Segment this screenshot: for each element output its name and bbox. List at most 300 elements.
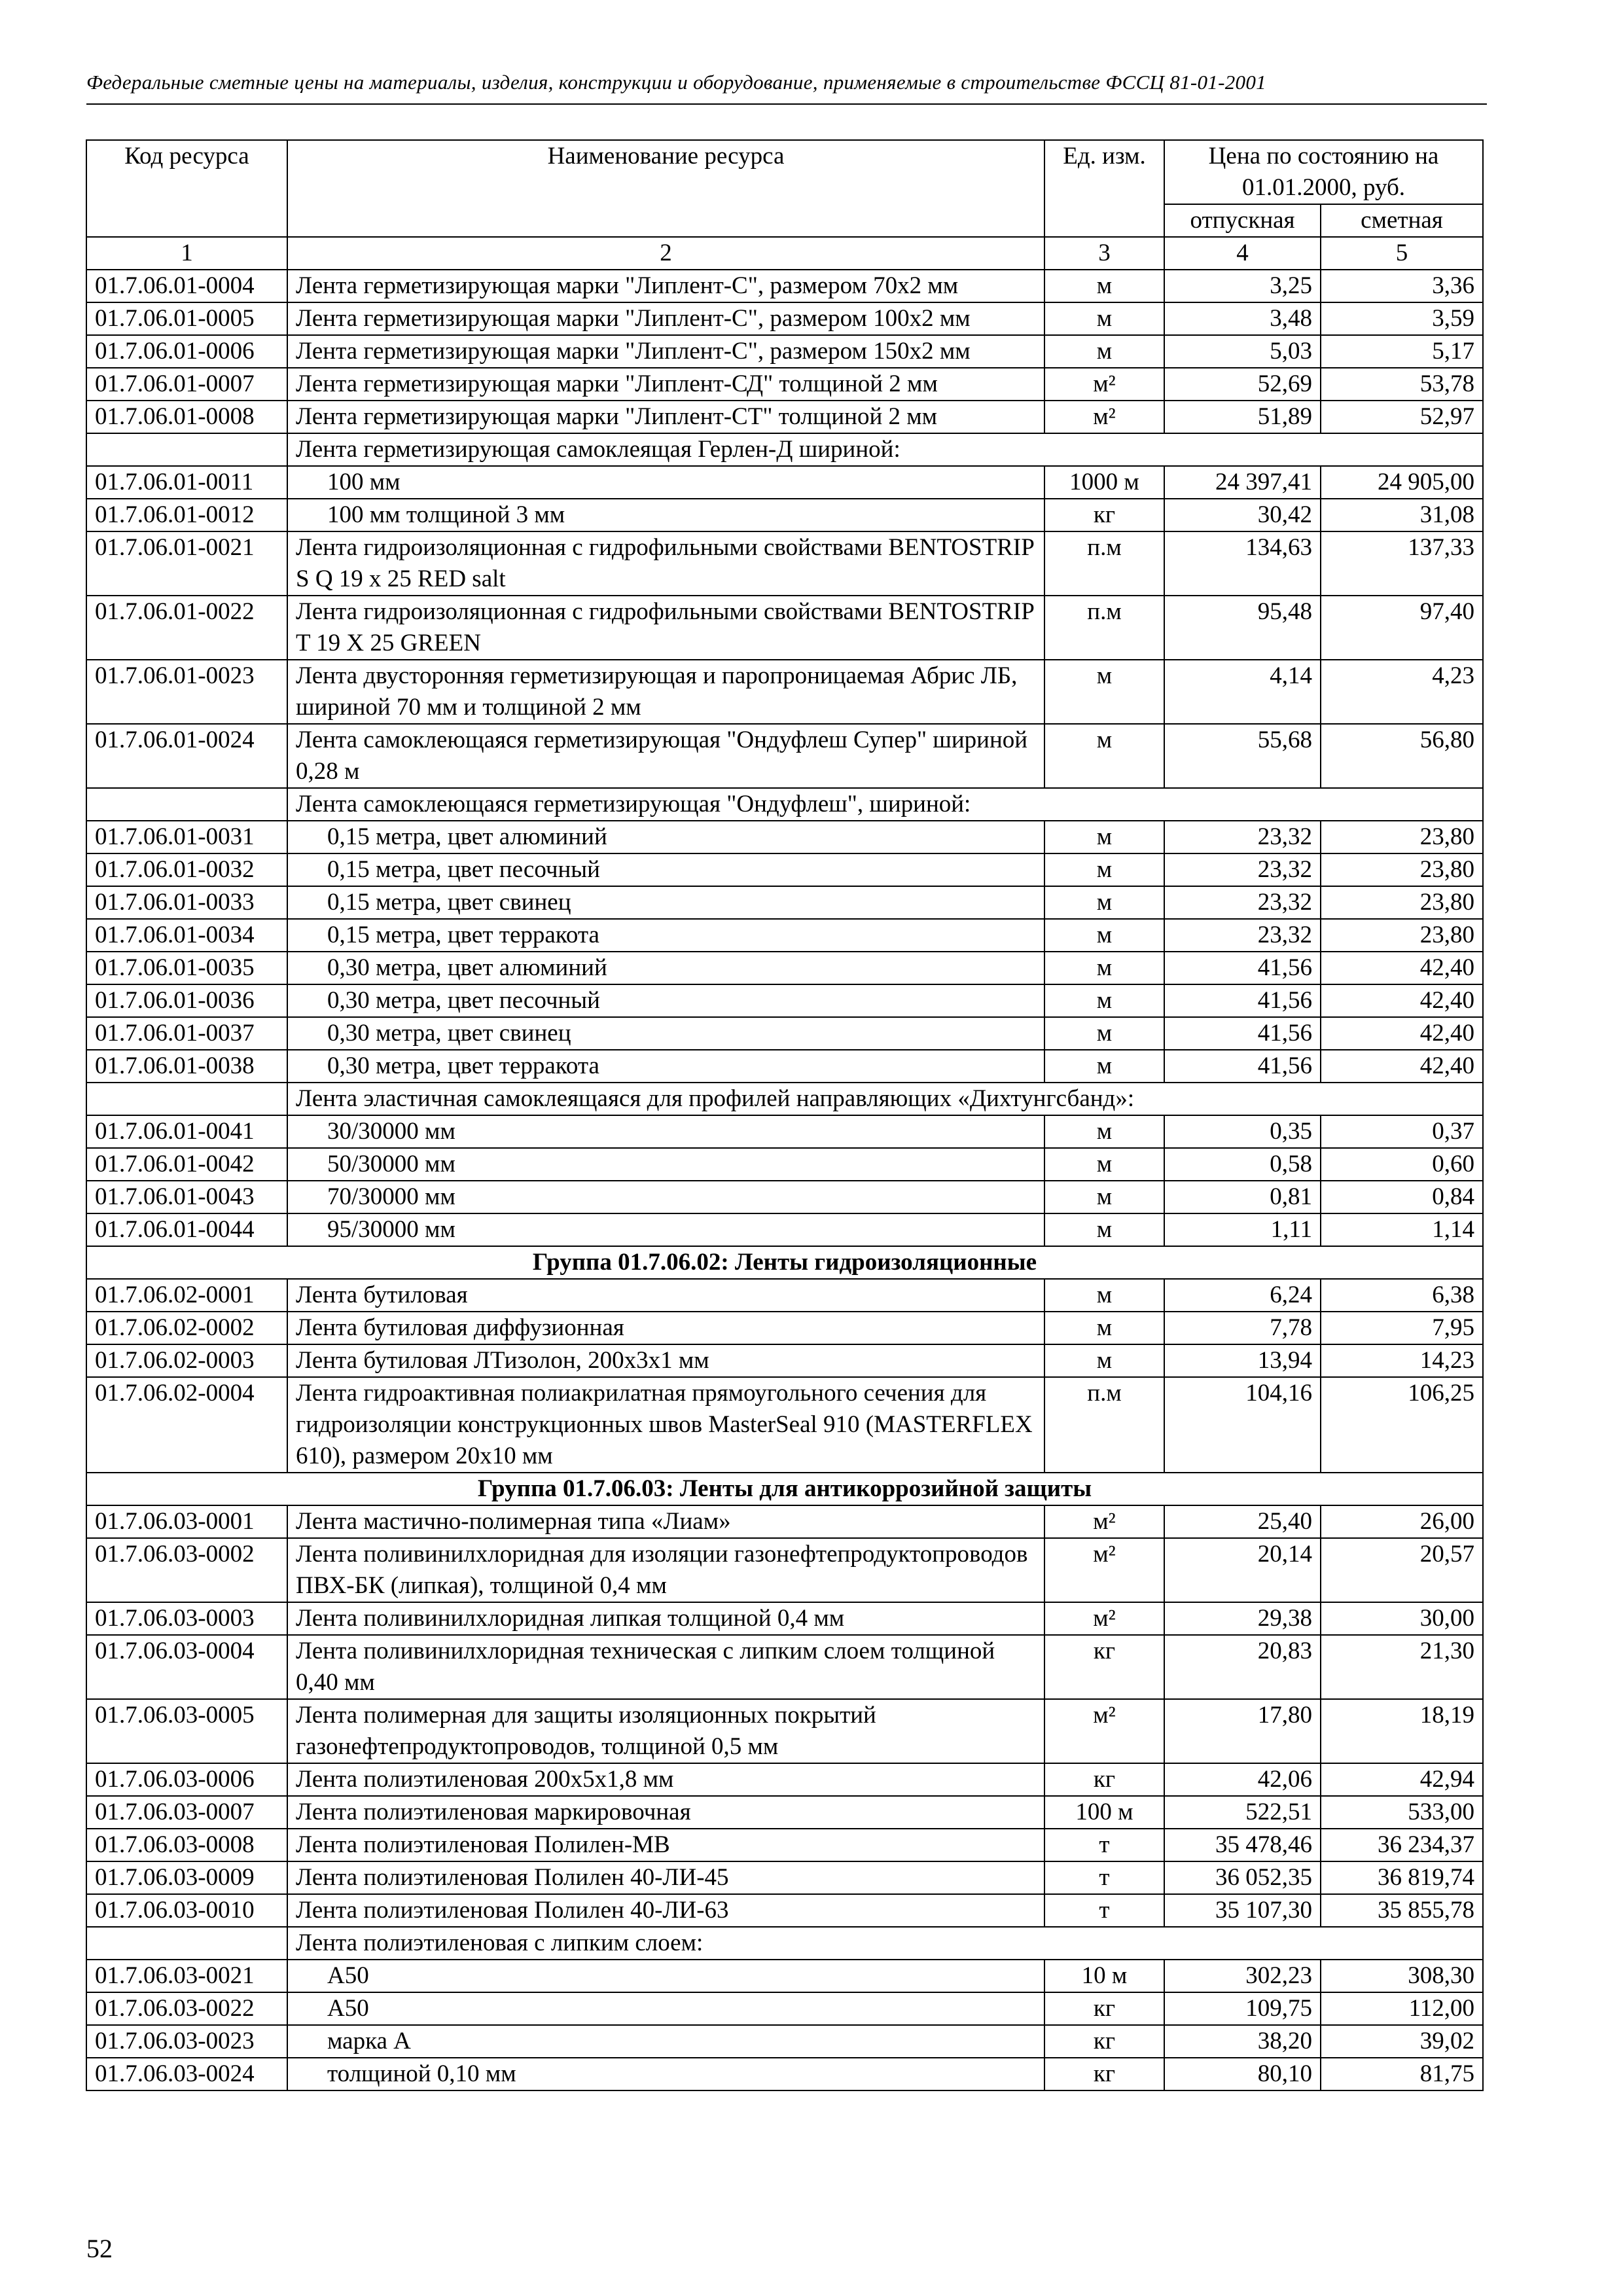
- resource-name: Лента гидроизоляционная с гидрофильными свойствами BENTOSTRIP S Q 19 х 25 RED salt: [296, 534, 1034, 592]
- resource-code: 01.7.06.03-0008: [86, 1829, 287, 1861]
- resource-code: 01.7.06.03-0010: [86, 1894, 287, 1927]
- resource-code: 01.7.06.03-0001: [86, 1505, 287, 1538]
- empty-cell: [86, 1927, 287, 1960]
- price-estimate: 20,57: [1321, 1538, 1483, 1602]
- column-number: 3: [1044, 237, 1164, 270]
- resource-name-cell: [287, 1213, 1044, 1246]
- resource-name: Лента полиэтиленовая 200х5х1,8 мм: [296, 1766, 674, 1793]
- group-row: [86, 1473, 1483, 1505]
- resource-name: 100 мм толщиной 3 мм: [327, 501, 565, 528]
- subheading: Лента полиэтиленовая с липким слоем:: [287, 1927, 1483, 1960]
- price-estimate: 18,19: [1321, 1699, 1483, 1763]
- resource-name: Лента гидроизоляционная с гидрофильными свойствами BENTOSTRIP T 19 X 25 GREEN: [296, 598, 1034, 656]
- table-row: [86, 1279, 1483, 1312]
- subheading: Лента эластичная самоклеящаяся для профилей направляющих «Дихтунгсбанд»:: [287, 1083, 1483, 1115]
- price-estimate: 1,14: [1321, 1213, 1483, 1246]
- resource-name: Лента герметизирующая марки "Липлент-СД" толщиной 2 мм: [296, 370, 938, 397]
- price-estimate: 0,84: [1321, 1181, 1483, 1213]
- price-release: 95,48: [1164, 596, 1321, 660]
- resource-code: 01.7.06.02-0004: [86, 1377, 287, 1473]
- resource-name-cell: [287, 853, 1044, 886]
- resource-name-cell: [287, 1538, 1044, 1602]
- table-row: [86, 401, 1483, 433]
- price-release: 104,16: [1164, 1377, 1321, 1473]
- price-estimate: 39,02: [1321, 2025, 1483, 2058]
- price-estimate: 30,00: [1321, 1602, 1483, 1635]
- table-row: [86, 1181, 1483, 1213]
- resource-name: Лента бутиловая диффузионная: [296, 1314, 624, 1341]
- resource-name: 100 мм: [327, 469, 401, 495]
- price-estimate: 42,94: [1321, 1763, 1483, 1796]
- price-estimate: 35 855,78: [1321, 1894, 1483, 1927]
- price-estimate: 3,36: [1321, 270, 1483, 302]
- table-row: [86, 531, 1483, 596]
- resource-name-cell: [287, 1894, 1044, 1927]
- resource-code: 01.7.06.01-0038: [86, 1050, 287, 1083]
- table-row: [86, 335, 1483, 368]
- resource-code: 01.7.06.01-0007: [86, 368, 287, 401]
- resource-code: 01.7.06.03-0002: [86, 1538, 287, 1602]
- price-release: 17,80: [1164, 1699, 1321, 1763]
- header-price-title: Цена по состоянию на 01.01.2000, руб.: [1164, 140, 1483, 204]
- price-table: [86, 139, 1484, 2091]
- price-release: 3,25: [1164, 270, 1321, 302]
- price-estimate: 56,80: [1321, 724, 1483, 788]
- resource-name-cell: [287, 724, 1044, 788]
- table-row: [86, 1699, 1483, 1763]
- subheading: Лента самоклеющаяся герметизирующая "Ондуфлеш", шириной:: [287, 788, 1483, 821]
- resource-name-cell: [287, 984, 1044, 1017]
- header-price-estimate: сметная: [1321, 204, 1483, 237]
- empty-cell: [86, 788, 287, 821]
- table-row: [86, 919, 1483, 952]
- empty-cell: [86, 1083, 287, 1115]
- resource-code: 01.7.06.01-0031: [86, 821, 287, 853]
- resource-name-cell: [287, 302, 1044, 335]
- resource-name-cell: [287, 1148, 1044, 1181]
- resource-name-cell: [287, 499, 1044, 531]
- price-release: 29,38: [1164, 1602, 1321, 1635]
- subheading: Лента герметизирующая самоклеящая Герлен-Д шириной:: [287, 433, 1483, 466]
- unit: м: [1044, 1344, 1164, 1377]
- price-release: 6,24: [1164, 1279, 1321, 1312]
- header-rule: [86, 103, 1487, 105]
- resource-name: Лента бутиловая ЛТизолон, 200х3х1 мм: [296, 1347, 709, 1374]
- price-estimate: 21,30: [1321, 1635, 1483, 1699]
- price-release: 23,32: [1164, 821, 1321, 853]
- resource-name-cell: [287, 886, 1044, 919]
- resource-name: Лента герметизирующая марки "Липлент-С", размером 70х2 мм: [296, 272, 959, 299]
- unit: кг: [1044, 499, 1164, 531]
- resource-name-cell: [287, 531, 1044, 596]
- price-release: 109,75: [1164, 1992, 1321, 2025]
- price-release: 522,51: [1164, 1796, 1321, 1829]
- price-estimate: 0,37: [1321, 1115, 1483, 1148]
- resource-name-cell: [287, 1115, 1044, 1148]
- resource-name-cell: [287, 466, 1044, 499]
- table-row: [86, 1213, 1483, 1246]
- table-row: [86, 2025, 1483, 2058]
- price-estimate: 5,17: [1321, 335, 1483, 368]
- resource-name-cell: [287, 1763, 1044, 1796]
- unit: т: [1044, 1861, 1164, 1894]
- price-release: 25,40: [1164, 1505, 1321, 1538]
- price-estimate: 23,80: [1321, 886, 1483, 919]
- table-row: [86, 660, 1483, 724]
- table-row: [86, 1115, 1483, 1148]
- unit: м: [1044, 1279, 1164, 1312]
- table-row: [86, 1505, 1483, 1538]
- price-release: 41,56: [1164, 952, 1321, 984]
- unit: 1000 м: [1044, 466, 1164, 499]
- price-estimate: 23,80: [1321, 853, 1483, 886]
- unit: кг: [1044, 2025, 1164, 2058]
- price-estimate: 42,40: [1321, 952, 1483, 984]
- resource-name: Лента бутиловая: [296, 1282, 468, 1308]
- resource-code: 01.7.06.01-0036: [86, 984, 287, 1017]
- resource-code: 01.7.06.03-0007: [86, 1796, 287, 1829]
- table-row: [86, 2058, 1483, 2090]
- unit: кг: [1044, 1763, 1164, 1796]
- resource-code: 01.7.06.01-0011: [86, 466, 287, 499]
- price-estimate: 36 819,74: [1321, 1861, 1483, 1894]
- resource-name-cell: [287, 1635, 1044, 1699]
- resource-code: 01.7.06.01-0043: [86, 1181, 287, 1213]
- price-estimate: 53,78: [1321, 368, 1483, 401]
- resource-name-cell: [287, 1960, 1044, 1992]
- price-release: 55,68: [1164, 724, 1321, 788]
- resource-code: 01.7.06.03-0021: [86, 1960, 287, 1992]
- resource-name: Лента герметизирующая марки "Липлент-СТ" толщиной 2 мм: [296, 403, 938, 430]
- price-estimate: 26,00: [1321, 1505, 1483, 1538]
- price-release: 1,11: [1164, 1213, 1321, 1246]
- resource-name: Лента полиэтиленовая Полилен 40-ЛИ-45: [296, 1864, 729, 1891]
- resource-name-cell: [287, 1829, 1044, 1861]
- price-release: 0,81: [1164, 1181, 1321, 1213]
- resource-name: Лента полимерная для защиты изоляционных покрытий газонефтепродуктопроводов, толщиной 0,5 мм: [296, 1702, 876, 1760]
- subheading-row: [86, 1927, 1483, 1960]
- resource-name-cell: [287, 660, 1044, 724]
- price-release: 23,32: [1164, 853, 1321, 886]
- price-estimate: 106,25: [1321, 1377, 1483, 1473]
- resource-name-cell: [287, 270, 1044, 302]
- price-release: 20,14: [1164, 1538, 1321, 1602]
- header-name: Наименование ресурса: [287, 140, 1044, 237]
- price-estimate: 7,95: [1321, 1312, 1483, 1344]
- resource-name-cell: [287, 1312, 1044, 1344]
- resource-name-cell: [287, 952, 1044, 984]
- resource-code: 01.7.06.01-0042: [86, 1148, 287, 1181]
- table-row: [86, 1992, 1483, 2025]
- group-heading: Группа 01.7.06.03: Ленты для антикоррозийной защиты: [86, 1473, 1483, 1505]
- resource-name: 0,15 метра, цвет песочный: [327, 856, 600, 883]
- price-release: 3,48: [1164, 302, 1321, 335]
- price-estimate: 24 905,00: [1321, 466, 1483, 499]
- unit: м²: [1044, 368, 1164, 401]
- resource-code: 01.7.06.01-0041: [86, 1115, 287, 1148]
- page-number: 52: [86, 2234, 113, 2263]
- resource-name: Лента герметизирующая марки "Липлент-С", размером 100х2 мм: [296, 305, 971, 332]
- table-row: [86, 1796, 1483, 1829]
- resource-code: 01.7.06.01-0035: [86, 952, 287, 984]
- table-row: [86, 368, 1483, 401]
- resource-code: 01.7.06.01-0037: [86, 1017, 287, 1050]
- resource-code: 01.7.06.02-0003: [86, 1344, 287, 1377]
- resource-name-cell: [287, 1699, 1044, 1763]
- group-row: [86, 1246, 1483, 1279]
- resource-name-cell: [287, 1279, 1044, 1312]
- price-release: 134,63: [1164, 531, 1321, 596]
- resource-code: 01.7.06.03-0023: [86, 2025, 287, 2058]
- unit: м: [1044, 853, 1164, 886]
- price-release: 41,56: [1164, 1017, 1321, 1050]
- unit: м: [1044, 984, 1164, 1017]
- unit: м: [1044, 1050, 1164, 1083]
- price-estimate: 97,40: [1321, 596, 1483, 660]
- price-estimate: 52,97: [1321, 401, 1483, 433]
- subheading-row: [86, 433, 1483, 466]
- price-release: 13,94: [1164, 1344, 1321, 1377]
- resource-name: Лента полиэтиленовая маркировочная: [296, 1799, 691, 1825]
- resource-name-cell: [287, 2025, 1044, 2058]
- resource-code: 01.7.06.01-0023: [86, 660, 287, 724]
- unit: м: [1044, 919, 1164, 952]
- resource-name: 0,30 метра, цвет свинец: [327, 1020, 571, 1047]
- resource-code: 01.7.06.03-0009: [86, 1861, 287, 1894]
- unit: м: [1044, 1115, 1164, 1148]
- unit: м²: [1044, 1602, 1164, 1635]
- price-release: 35 478,46: [1164, 1829, 1321, 1861]
- table-row: [86, 886, 1483, 919]
- resource-code: 01.7.06.01-0012: [86, 499, 287, 531]
- resource-name: 0,30 метра, цвет песочный: [327, 987, 600, 1014]
- price-estimate: 36 234,37: [1321, 1829, 1483, 1861]
- unit: 100 м: [1044, 1796, 1164, 1829]
- resource-name: 50/30000 мм: [327, 1151, 455, 1177]
- table-row: [86, 1960, 1483, 1992]
- resource-name: 0,15 метра, цвет терракота: [327, 922, 599, 948]
- price-estimate: 3,59: [1321, 302, 1483, 335]
- price-release: 0,58: [1164, 1148, 1321, 1181]
- unit: м: [1044, 660, 1164, 724]
- column-number: 5: [1321, 237, 1483, 270]
- table-row: [86, 1538, 1483, 1602]
- column-number: 1: [86, 237, 287, 270]
- resource-code: 01.7.06.01-0008: [86, 401, 287, 433]
- unit: м: [1044, 886, 1164, 919]
- resource-name: Лента полиэтиленовая Полилен 40-ЛИ-63: [296, 1897, 729, 1924]
- price-release: 0,35: [1164, 1115, 1321, 1148]
- table-row: [86, 724, 1483, 788]
- price-estimate: 0,60: [1321, 1148, 1483, 1181]
- column-number: 4: [1164, 237, 1321, 270]
- table-row: [86, 499, 1483, 531]
- price-release: 35 107,30: [1164, 1894, 1321, 1927]
- price-release: 52,69: [1164, 368, 1321, 401]
- table-row: [86, 821, 1483, 853]
- header-unit: Ед. изм.: [1044, 140, 1164, 237]
- unit: м²: [1044, 401, 1164, 433]
- resource-code: 01.7.06.01-0022: [86, 596, 287, 660]
- price-estimate: 23,80: [1321, 821, 1483, 853]
- price-estimate: 42,40: [1321, 984, 1483, 1017]
- price-release: 7,78: [1164, 1312, 1321, 1344]
- table-row: [86, 984, 1483, 1017]
- resource-name: 0,30 метра, цвет терракота: [327, 1052, 599, 1079]
- group-heading: Группа 01.7.06.02: Ленты гидроизоляционные: [86, 1246, 1483, 1279]
- price-release: 23,32: [1164, 886, 1321, 919]
- unit: м: [1044, 821, 1164, 853]
- unit: м: [1044, 302, 1164, 335]
- resource-name-cell: [287, 919, 1044, 952]
- price-estimate: 533,00: [1321, 1796, 1483, 1829]
- resource-name: Лента поливинилхлоридная для изоляции газонефтепродуктопроводов ПВХ-БК (липкая), толщиной 0,4 мм: [296, 1541, 1028, 1599]
- price-release: 30,42: [1164, 499, 1321, 531]
- resource-name: Лента герметизирующая марки "Липлент-С", размером 150х2 мм: [296, 338, 971, 365]
- empty-cell: [86, 433, 287, 466]
- resource-name-cell: [287, 1861, 1044, 1894]
- resource-name: Лента поливинилхлоридная липкая толщиной 0,4 мм: [296, 1605, 845, 1632]
- resource-code: 01.7.06.01-0032: [86, 853, 287, 886]
- resource-name-cell: [287, 1344, 1044, 1377]
- resource-name: А50: [327, 1962, 369, 1989]
- unit: кг: [1044, 1635, 1164, 1699]
- table-row: [86, 952, 1483, 984]
- unit: м: [1044, 1017, 1164, 1050]
- running-header: Федеральные сметные цены на материалы, изделия, конструкции и оборудование, применяемые в строительстве ФССЦ 81-01-2001: [86, 71, 1266, 94]
- resource-code: 01.7.06.01-0004: [86, 270, 287, 302]
- table-row: [86, 302, 1483, 335]
- resource-name-cell: [287, 1602, 1044, 1635]
- resource-code: 01.7.06.03-0024: [86, 2058, 287, 2090]
- unit: м²: [1044, 1538, 1164, 1602]
- resource-name: марка А: [327, 2028, 411, 2054]
- resource-name: 70/30000 мм: [327, 1183, 455, 1210]
- unit: 10 м: [1044, 1960, 1164, 1992]
- table-row: [86, 1861, 1483, 1894]
- resource-name: толщиной 0,10 мм: [327, 2060, 516, 2087]
- price-release: 20,83: [1164, 1635, 1321, 1699]
- price-release: 4,14: [1164, 660, 1321, 724]
- table-body: [86, 270, 1483, 2090]
- price-release: 38,20: [1164, 2025, 1321, 2058]
- resource-name-cell: [287, 1992, 1044, 2025]
- unit: м: [1044, 952, 1164, 984]
- unit: м²: [1044, 1505, 1164, 1538]
- unit: м: [1044, 1213, 1164, 1246]
- price-estimate: 14,23: [1321, 1344, 1483, 1377]
- price-estimate: 23,80: [1321, 919, 1483, 952]
- table-row: [86, 466, 1483, 499]
- resource-name: А50: [327, 1995, 369, 2022]
- resource-name: Лента полиэтиленовая Полилен-МВ: [296, 1831, 670, 1858]
- resource-name-cell: [287, 596, 1044, 660]
- resource-code: 01.7.06.01-0024: [86, 724, 287, 788]
- resource-code: 01.7.06.03-0003: [86, 1602, 287, 1635]
- price-release: 42,06: [1164, 1763, 1321, 1796]
- resource-code: 01.7.06.01-0034: [86, 919, 287, 952]
- unit: м: [1044, 1181, 1164, 1213]
- resource-code: 01.7.06.01-0044: [86, 1213, 287, 1246]
- resource-name-cell: [287, 2058, 1044, 2090]
- table-row: [86, 596, 1483, 660]
- resource-name: Лента гидроактивная полиакрилатная прямоугольного сечения для гидроизоляции конструкционных швов MasterSeal 910 (MASTERFLEX 610), размером 20х10 мм: [296, 1380, 1033, 1469]
- price-estimate: 42,40: [1321, 1050, 1483, 1083]
- price-estimate: 308,30: [1321, 1960, 1483, 1992]
- header-price-release: отпускная: [1164, 204, 1321, 237]
- price-release: 36 052,35: [1164, 1861, 1321, 1894]
- unit: м: [1044, 335, 1164, 368]
- price-estimate: 112,00: [1321, 1992, 1483, 2025]
- unit: кг: [1044, 1992, 1164, 2025]
- unit: м: [1044, 270, 1164, 302]
- resource-name: Лента самоклеющаяся герметизирующая "Ондуфлеш Супер" шириной 0,28 м: [296, 726, 1028, 785]
- resource-code: 01.7.06.01-0021: [86, 531, 287, 596]
- unit: п.м: [1044, 596, 1164, 660]
- resource-name: 0,30 метра, цвет алюминий: [327, 954, 607, 981]
- subheading-row: [86, 788, 1483, 821]
- unit: п.м: [1044, 1377, 1164, 1473]
- unit: т: [1044, 1894, 1164, 1927]
- price-release: 51,89: [1164, 401, 1321, 433]
- resource-code: 01.7.06.03-0006: [86, 1763, 287, 1796]
- resource-code: 01.7.06.01-0033: [86, 886, 287, 919]
- resource-name: 30/30000 мм: [327, 1118, 455, 1145]
- resource-name-cell: [287, 1181, 1044, 1213]
- resource-name-cell: [287, 368, 1044, 401]
- resource-code: 01.7.06.02-0002: [86, 1312, 287, 1344]
- price-estimate: 6,38: [1321, 1279, 1483, 1312]
- resource-code: 01.7.06.03-0004: [86, 1635, 287, 1699]
- table-row: [86, 1148, 1483, 1181]
- table-row: [86, 270, 1483, 302]
- price-release: 41,56: [1164, 1050, 1321, 1083]
- column-number: 2: [287, 237, 1044, 270]
- resource-code: 01.7.06.01-0006: [86, 335, 287, 368]
- unit: м: [1044, 1312, 1164, 1344]
- unit: т: [1044, 1829, 1164, 1861]
- table-row: [86, 1894, 1483, 1927]
- resource-name-cell: [287, 1050, 1044, 1083]
- resource-name-cell: [287, 1505, 1044, 1538]
- price-estimate: 81,75: [1321, 2058, 1483, 2090]
- price-release: 24 397,41: [1164, 466, 1321, 499]
- resource-name: Лента мастично-полимерная типа «Лиам»: [296, 1508, 731, 1535]
- resource-name: Лента двусторонняя герметизирующая и паропроницаемая Абрис ЛБ, шириной 70 мм и толщиной 2 мм: [296, 662, 1018, 721]
- table-row: [86, 1050, 1483, 1083]
- table-row: [86, 1829, 1483, 1861]
- unit: кг: [1044, 2058, 1164, 2090]
- table-row: [86, 1602, 1483, 1635]
- table-row: [86, 1635, 1483, 1699]
- price-estimate: 42,40: [1321, 1017, 1483, 1050]
- unit: м: [1044, 724, 1164, 788]
- resource-name: 95/30000 мм: [327, 1216, 455, 1243]
- table-row: [86, 1763, 1483, 1796]
- price-release: 23,32: [1164, 919, 1321, 952]
- price-release: 302,23: [1164, 1960, 1321, 1992]
- resource-code: 01.7.06.03-0022: [86, 1992, 287, 2025]
- price-estimate: 137,33: [1321, 531, 1483, 596]
- price-estimate: 4,23: [1321, 660, 1483, 724]
- resource-name-cell: [287, 1017, 1044, 1050]
- resource-name: 0,15 метра, цвет свинец: [327, 889, 571, 916]
- subheading-row: [86, 1083, 1483, 1115]
- resource-code: 01.7.06.01-0005: [86, 302, 287, 335]
- header-code: Код ресурса: [86, 140, 287, 237]
- unit: м: [1044, 1148, 1164, 1181]
- resource-name: 0,15 метра, цвет алюминий: [327, 823, 607, 850]
